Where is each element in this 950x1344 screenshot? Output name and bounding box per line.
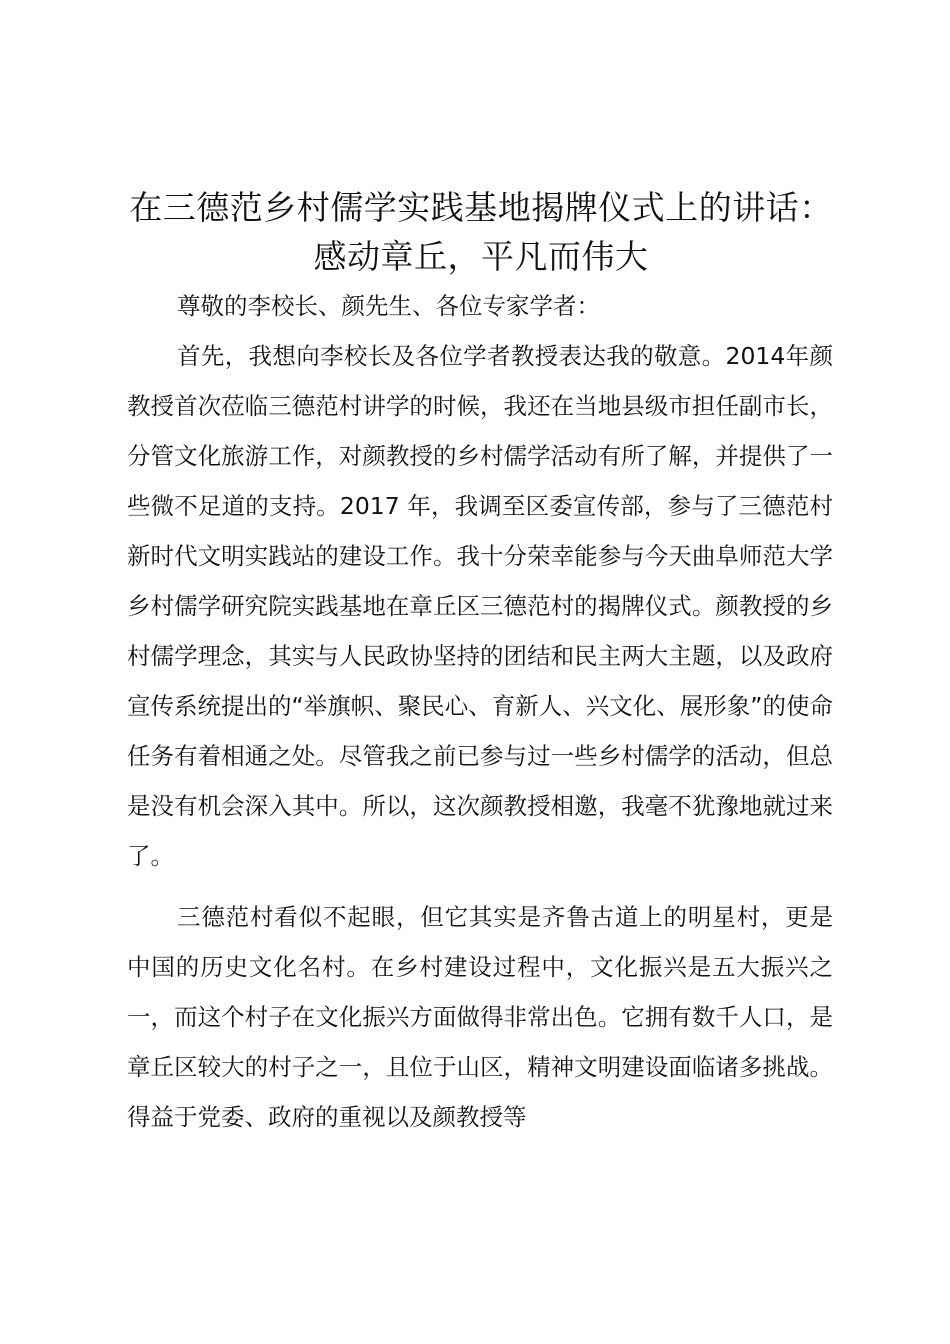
title-line-2: 感动章丘，平凡而伟大: [313, 237, 649, 276]
salutation: 尊敬的李校长、颜先生、各位专家学者：: [177, 292, 600, 320]
title-line-1: 在三德范乡村儒学实践基地揭牌仪式上的讲话：: [129, 188, 833, 227]
document-body: [127, 281, 833, 1142]
paragraph-1: 首先，我想向李校长及各位学者教授表达我的敬意。2014年颜教授首次莅临三德范村讲学的时候，我还在当地县级市担任副市长，分管文化旅游工作，对颜教授的乡村儒学活动有所了解，并提供了一些微不足道的支持。2017 年，我调至区委宣传部，参与了三德范村新时代文明实践站的建设工作。我十分荣幸能参与今天曲阜师范大学乡村儒学研究院实践基地在章丘区三德范村的揭牌仪式。颜教授的乡村儒学理念，其实与人民政协坚持的团结和民主两大主题，以及政府宣传系统提出的“举旗帜、聚民心、育新人、兴文化、展形象”的使命任务有着相通之处。尽管我之前已参与过一些乡村儒学的活动，但总是没有机会深入其中。所以，这次颜教授相邀，我毫不犹豫地就过来了。: [127, 342, 833, 870]
document-title: [110, 183, 852, 281]
paragraph-2: 三德范村看似不起眼，但它其实是齐鲁古道上的明星村，更是中国的历史文化名村。在乡村建设过程中，文化振兴是五大振兴之一，而这个村子在文化振兴方面做得非常出色。它拥有数千人口，是章丘区较大的村子之一，且位于山区，精神文明建设面临诸多挑战。得益于党委、政府的重视以及颜教授等: [127, 903, 833, 1131]
